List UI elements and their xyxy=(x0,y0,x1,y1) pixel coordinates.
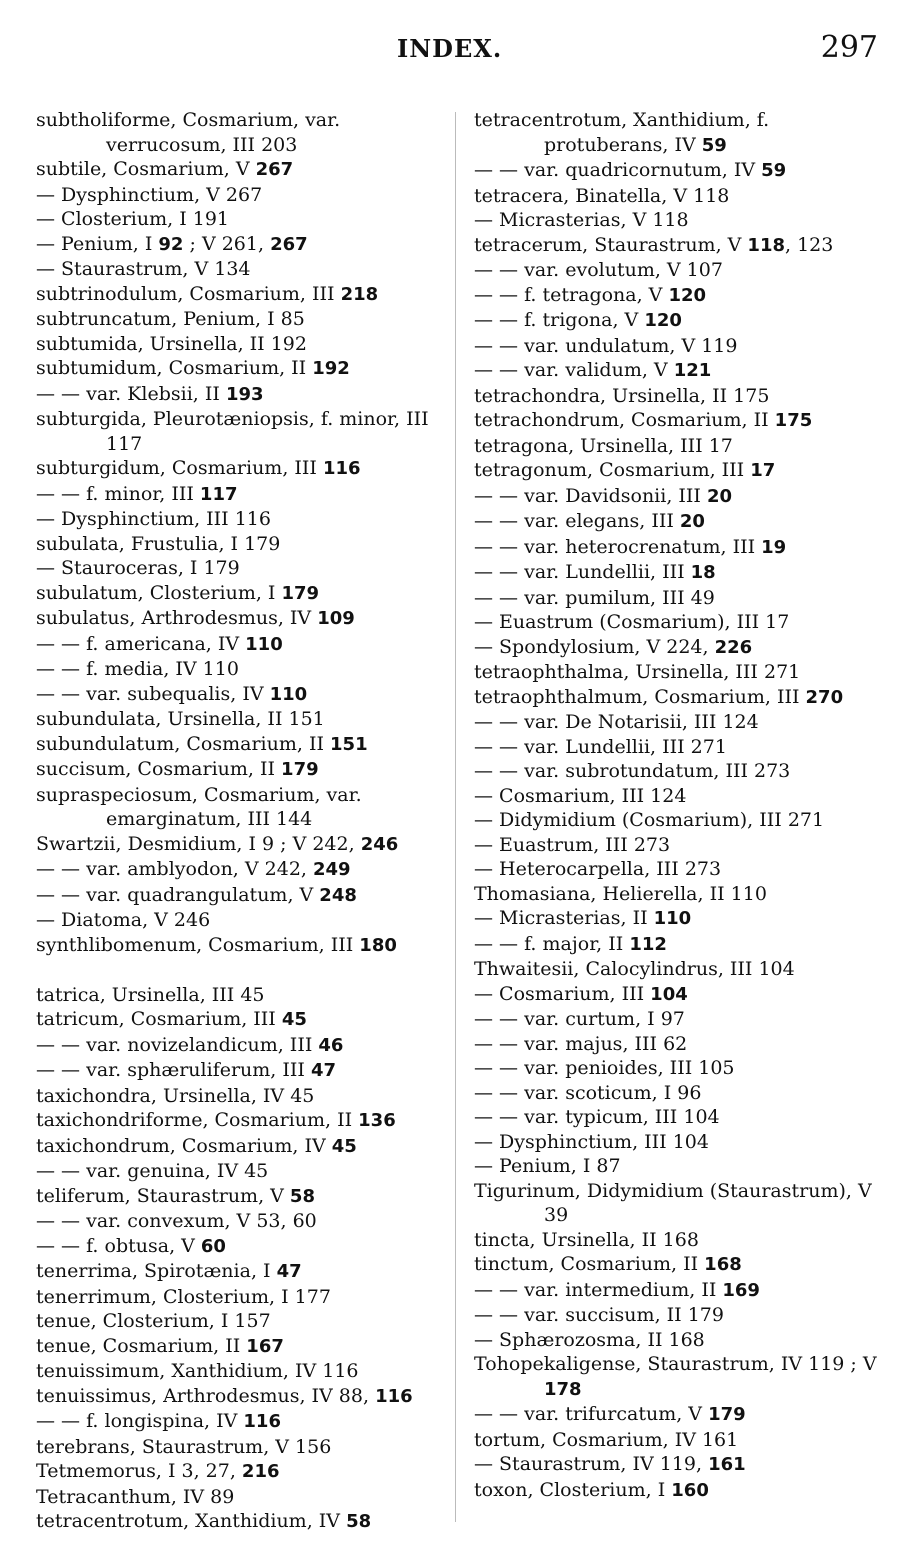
index-entry: — Staurastrum, IV 119, 161 xyxy=(474,1453,746,1475)
index-entry: tetracerum, Staurastrum, V 118, 123 xyxy=(474,233,834,256)
index-entry: tenue, Cosmarium, II 167 xyxy=(36,1334,284,1357)
index-entry: — — f. tetragona, V 120 xyxy=(474,283,707,306)
index-entry: tenuissimus, Arthrodesmus, IV 88, 116 xyxy=(36,1384,413,1407)
index-entry: — Cosmarium, III 124 xyxy=(474,784,687,807)
index-entry: toxon, Closterium, I 160 xyxy=(474,1478,709,1501)
index-entry: — Dysphinctium, V 267 xyxy=(36,183,263,206)
index-entry: tenuissimum, Xanthidium, IV 116 xyxy=(36,1360,359,1382)
page-title: INDEX. xyxy=(397,34,503,63)
index-entry: subulatus, Arthrodesmus, IV 109 xyxy=(36,607,355,629)
index-column-left xyxy=(36,108,446,1535)
index-entry: Tohopekaligense, Staurastrum, IV 119 ; V 178 xyxy=(474,1353,877,1400)
index-entry: tetracentrotum, Xanthidium, IV 58 xyxy=(36,1510,372,1532)
index-entry: — Euastrum (Cosmarium), III 17 xyxy=(474,611,790,633)
index-entry: — Penium, I 87 xyxy=(474,1155,621,1177)
index-entry: Swartzii, Desmidium, I 9 ; V 242, 246 xyxy=(36,832,399,855)
index-entry: Tetmemorus, I 3, 27, 216 xyxy=(36,1460,280,1482)
index-entry: terebrans, Staurastrum, V 156 xyxy=(36,1435,332,1458)
index-entry: subtumidum, Cosmarium, II 192 xyxy=(36,357,350,379)
index-entry: — — var. Klebsii, II 193 xyxy=(36,382,264,405)
index-entry: subundulatum, Cosmarium, II 151 xyxy=(36,732,368,755)
index-entry: — Micrasterias, II 110 xyxy=(474,907,692,929)
index-entry: subulatum, Closterium, I 179 xyxy=(36,581,320,604)
index-entry: — — var. Davidsonii, III 20 xyxy=(474,484,733,507)
index-entry: subturgidum, Cosmarium, III 116 xyxy=(36,457,361,479)
index-entry: tortum, Cosmarium, IV 161 xyxy=(474,1428,739,1451)
index-entry: subulata, Frustulia, I 179 xyxy=(36,532,281,555)
index-entry: — — var. sphæruliferum, III 47 xyxy=(36,1059,337,1081)
index-entry: Tigurinum, Didymidium (Staurastrum), V 39 xyxy=(474,1179,872,1226)
index-entry: — — var. amblyodon, V 242, 249 xyxy=(36,858,351,880)
index-entry: — — var. curtum, I 97 xyxy=(474,1008,685,1030)
index-entry: — — var. Lundellii, III 271 xyxy=(474,735,727,758)
index-entry: tetragona, Ursinella, III 17 xyxy=(474,434,733,457)
index-entry xyxy=(36,958,446,983)
index-entry: teliferum, Staurastrum, V 58 xyxy=(36,1184,315,1207)
index-column-right xyxy=(474,108,884,1503)
index-entry: — — var. quadricornutum, IV 59 xyxy=(474,159,787,181)
index-entry: — Heterocarpella, III 273 xyxy=(474,858,722,880)
index-entry: — Euastrum, III 273 xyxy=(474,833,671,856)
index-entry: — — var. elegans, III 20 xyxy=(474,510,705,532)
index-entry: subtrinodulum, Cosmarium, III 218 xyxy=(36,282,379,305)
index-entry: tincta, Ursinella, II 168 xyxy=(474,1228,699,1251)
index-entry: tetracera, Binatella, V 118 xyxy=(474,184,730,207)
index-entry: — — var. pumilum, III 49 xyxy=(474,586,715,609)
index-entry: tetraophthalma, Ursinella, III 271 xyxy=(474,661,801,683)
index-entry: — — f. media, IV 110 xyxy=(36,658,239,680)
index-entry: synthlibomenum, Cosmarium, III 180 xyxy=(36,933,397,956)
index-entry: Tetracanthum, IV 89 xyxy=(36,1485,235,1508)
index-entry: — — var. trifurcatum, V 179 xyxy=(474,1403,746,1425)
index-entry: — — var. quadrangulatum, V 248 xyxy=(36,883,357,906)
index-entry: subtholiforme, Cosmarium, var. verrucosum, III 203 xyxy=(36,109,341,156)
index-entry: tenerrima, Spirotænia, I 47 xyxy=(36,1260,302,1282)
index-entry: — Staurastrum, V 134 xyxy=(36,258,251,280)
index-entry: tetraophthalmum, Cosmarium, III 270 xyxy=(474,685,844,708)
index-entry: — — f. longispina, IV 116 xyxy=(36,1410,281,1432)
index-entry: — — var. subrotundatum, III 273 xyxy=(474,760,791,782)
index-entry: — Sphærozosma, II 168 xyxy=(474,1328,705,1351)
index-entry: subundulata, Ursinella, II 151 xyxy=(36,708,325,730)
index-entry: — — var. penioides, III 105 xyxy=(474,1057,735,1079)
index-entry: — — var. novizelandicum, III 46 xyxy=(36,1033,344,1056)
index-entry: tenue, Closterium, I 157 xyxy=(36,1310,271,1332)
index-entry: Thomasiana, Helierella, II 110 xyxy=(474,882,767,905)
index-entry: — — var. validum, V 121 xyxy=(474,359,712,381)
index-entry: — — f. americana, IV 110 xyxy=(36,632,283,655)
index-entry: — — var. heterocrenatum, III 19 xyxy=(474,535,787,558)
index-entry: — Penium, I 92 ; V 261, 267 xyxy=(36,232,308,255)
index-entry: — Stauroceras, I 179 xyxy=(36,557,240,579)
index-entry: — — var. succisum, II 179 xyxy=(474,1304,724,1326)
index-entry: subtruncatum, Penium, I 85 xyxy=(36,308,305,330)
index-entry: tinctum, Cosmarium, II 168 xyxy=(474,1253,742,1275)
index-entry: — — f. obtusa, V 60 xyxy=(36,1234,226,1257)
index-entry: — Cosmarium, III 104 xyxy=(474,982,688,1005)
index-entry: Thwaitesii, Calocylindrus, III 104 xyxy=(474,958,795,980)
index-entry: — — var. De Notarisii, III 124 xyxy=(474,711,759,733)
index-entry: — Closterium, I 191 xyxy=(36,208,230,230)
index-entry: taxichondriforme, Cosmarium, II 136 xyxy=(36,1109,396,1131)
index-entry: — — var. genuina, IV 45 xyxy=(36,1160,269,1182)
index-entry: subturgida, Pleurotæniopsis, f. minor, III 117 xyxy=(36,408,429,455)
page-header xyxy=(0,30,900,74)
index-entry: taxichondrum, Cosmarium, IV 45 xyxy=(36,1134,357,1157)
index-entry: supraspeciosum, Cosmarium, var. emarginatum, III 144 xyxy=(36,783,362,830)
index-entry: — — var. subequalis, IV 110 xyxy=(36,682,308,705)
index-entry: — — var. intermedium, II 169 xyxy=(474,1278,760,1301)
index-entry: — Micrasterias, V 118 xyxy=(474,209,689,231)
index-entry: — — var. convexum, V 53, 60 xyxy=(36,1210,317,1232)
index-entry: tetrachondrum, Cosmarium, II 175 xyxy=(474,409,813,431)
index-entry: — — f. major, II 112 xyxy=(474,932,667,955)
index-entry: tetragonum, Cosmarium, III 17 xyxy=(474,459,776,481)
index-entry: — Diatoma, V 246 xyxy=(36,909,211,931)
index-entry: — — var. Lundellii, III 18 xyxy=(474,561,716,583)
index-entry: — — var. scoticum, I 96 xyxy=(474,1081,702,1104)
index-entry: — — f. trigona, V 120 xyxy=(474,309,682,331)
index-entry: — Didymidium (Cosmarium), III 271 xyxy=(474,809,825,831)
index-entry: — Spondylosium, V 224, 226 xyxy=(474,635,753,658)
index-entry: — — var. evolutum, V 107 xyxy=(474,259,723,281)
index-entry: — — var. undulatum, V 119 xyxy=(474,334,738,357)
index-entry: taxichondra, Ursinella, IV 45 xyxy=(36,1084,315,1107)
index-entry: tenerrimum, Closterium, I 177 xyxy=(36,1285,331,1308)
index-entry: tatricum, Cosmarium, III 45 xyxy=(36,1008,307,1030)
index-entry: — Dysphinctium, III 116 xyxy=(36,508,271,530)
page-number: 297 xyxy=(820,30,878,65)
index-entry: — — var. majus, III 62 xyxy=(474,1032,688,1055)
index-entry: tatrica, Ursinella, III 45 xyxy=(36,983,265,1006)
column-divider xyxy=(455,112,456,1522)
index-entry: subtile, Cosmarium, V 267 xyxy=(36,158,294,180)
index-entry: succisum, Cosmarium, II 179 xyxy=(36,758,319,780)
index-entry: tetracentrotum, Xanthidium, f. protuberans, IV 59 xyxy=(474,109,770,156)
index-entry: — — f. minor, III 117 xyxy=(36,482,238,505)
index-entry: tetrachondra, Ursinella, II 175 xyxy=(474,384,770,407)
index-entry: subtumida, Ursinella, II 192 xyxy=(36,332,307,355)
index-entry: — — var. typicum, III 104 xyxy=(474,1106,720,1128)
index-entry: — Dysphinctium, III 104 xyxy=(474,1130,709,1153)
